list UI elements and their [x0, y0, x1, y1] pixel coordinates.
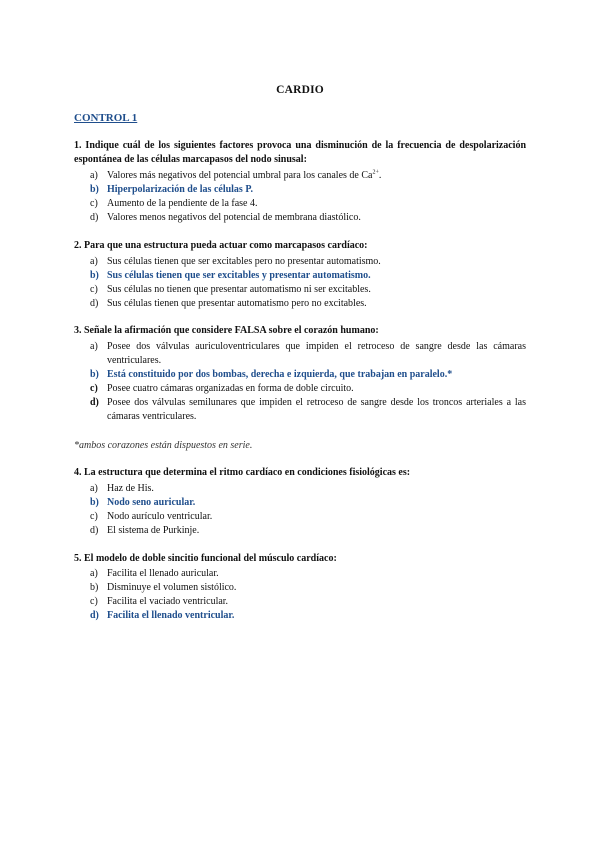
option-text-end: .: [378, 170, 382, 181]
option-text: Posee cuatro cámaras organizadas en forma de doble circuito.: [107, 383, 354, 394]
option-letter: c): [90, 596, 98, 607]
option-letter: b): [90, 184, 99, 195]
option-letter: c): [90, 511, 98, 522]
option-text: Está constituido por dos bombas, derecha e izquierda, que trabajan en paralelo.*: [107, 369, 453, 380]
question-1-option-a: [90, 169, 526, 183]
option-letter: b): [90, 270, 99, 281]
question-3-options: [90, 340, 526, 424]
question-5-option-a: [90, 567, 526, 581]
option-text: Facilita el llenado ventricular.: [107, 610, 235, 621]
question-1-options: [90, 169, 526, 225]
section-title: CONTROL 1: [74, 112, 138, 124]
option-letter: d): [90, 212, 99, 223]
option-letter: c): [90, 284, 98, 295]
question-4-option-b: [90, 496, 526, 510]
option-superscript: 2+: [372, 169, 379, 176]
question-3-option-a: [90, 340, 526, 368]
option-letter: b): [90, 369, 99, 380]
question-2: 2. Para que una estructura pueda actuar como marcapasos cardíaco:: [74, 240, 368, 251]
option-text: Facilita el llenado auricular.: [107, 568, 219, 579]
question-5-option-b: [90, 581, 526, 595]
option-text: Disminuye el volumen sistólico.: [107, 582, 237, 593]
question-5-options: [90, 567, 526, 623]
question-3-option-d: [90, 396, 526, 424]
question-4: 4. La estructura que determina el ritmo cardíaco en condiciones fisiológicas es:: [74, 467, 411, 478]
option-letter: a): [90, 483, 98, 494]
question-4-options: [90, 482, 526, 538]
question-5-option-c: [90, 595, 526, 609]
option-text: Nodo aurículo ventricular.: [107, 511, 213, 522]
question-4-option-a: [90, 482, 526, 496]
question-3-option-c: [90, 382, 526, 396]
question-3: 3. Señale la afirmación que considere FALSA sobre el corazón humano:: [74, 325, 379, 336]
question-2-options: [90, 255, 526, 311]
option-text: Posee dos válvulas auriculoventriculares que impiden el retroceso de sangre desde las cámaras ventriculares.: [107, 341, 526, 366]
option-text: Sus células tienen que ser excitables pero no presentar automatismo.: [107, 256, 381, 267]
option-letter: d): [90, 610, 99, 621]
question-2-option-b: [90, 269, 526, 283]
option-letter: d): [90, 525, 99, 536]
option-text: Haz de His.: [107, 483, 154, 494]
question-1: 1. Indique cuál de los siguientes factores provoca una disminución de la frecuencia de despolarización espontánea de las células marcapasos del nodo sinusal:: [74, 140, 526, 165]
option-text: Valores más negativos del potencial umbral para los canales de Ca: [107, 170, 373, 181]
question-5: 5. El modelo de doble sincitio funcional del músculo cardíaco:: [74, 553, 337, 564]
footnote: *ambos corazones están dispuestos en serie.: [74, 440, 253, 451]
option-letter: c): [90, 383, 98, 394]
option-text: Aumento de la pendiente de la fase 4.: [107, 198, 258, 209]
question-2-option-a: [90, 255, 526, 269]
question-3-option-b: [90, 368, 526, 382]
question-5-option-d: [90, 609, 526, 623]
option-text: Nodo seno auricular.: [107, 497, 196, 508]
option-letter: a): [90, 568, 98, 579]
question-2-option-c: [90, 283, 526, 297]
document-title: CARDIO: [276, 84, 324, 96]
option-text: Sus células no tienen que presentar automatismo ni ser excitables.: [107, 284, 371, 295]
option-letter: d): [90, 397, 99, 408]
option-letter: a): [90, 170, 98, 181]
option-letter: a): [90, 341, 98, 352]
option-letter: b): [90, 497, 99, 508]
option-text: Sus células tienen que ser excitables y presentar automatismo.: [107, 270, 371, 281]
question-1-option-b: [90, 183, 526, 197]
question-4-option-d: [90, 524, 526, 538]
option-letter: c): [90, 198, 98, 209]
option-text: Posee dos válvulas semilunares que impiden el retroceso de sangre desde los troncos arteriales a las cámaras ventriculares.: [107, 397, 526, 422]
option-text: Sus células tienen que presentar automatismo pero no excitables.: [107, 298, 367, 309]
option-letter: d): [90, 298, 99, 309]
option-text: Valores menos negativos del potencial de membrana diastólico.: [107, 212, 361, 223]
option-text: Facilita el vaciado ventricular.: [107, 596, 229, 607]
question-2-option-d: [90, 297, 526, 311]
question-4-option-c: [90, 510, 526, 524]
option-letter: b): [90, 582, 99, 593]
option-letter: a): [90, 256, 98, 267]
option-text: Hiperpolarización de las células P.: [107, 184, 254, 195]
question-1-option-c: [90, 197, 526, 211]
question-1-option-d: [90, 211, 526, 225]
option-text: El sistema de Purkinje.: [107, 525, 200, 536]
